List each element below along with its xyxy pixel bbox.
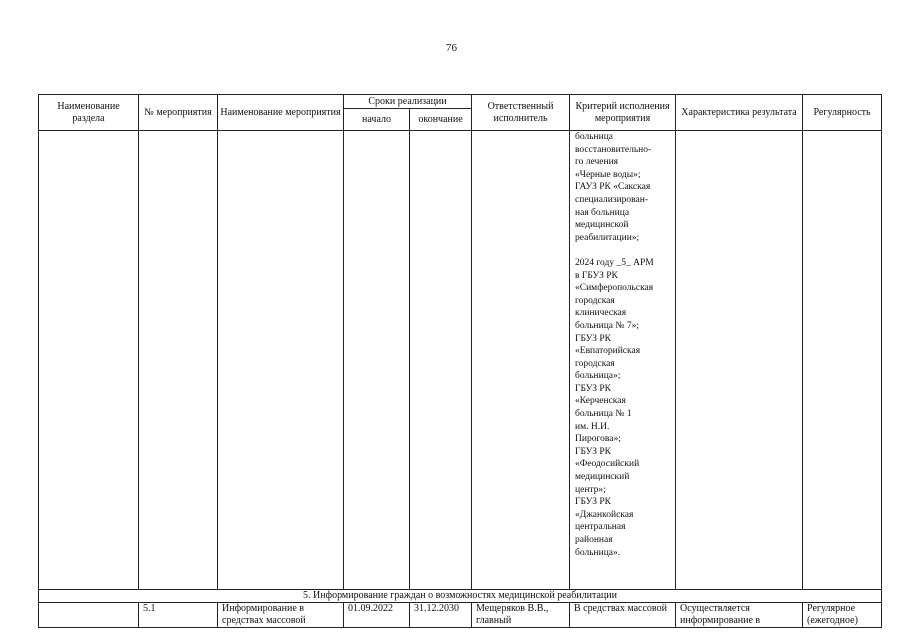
continuation-row [39, 131, 882, 590]
cell-number: 5.1 [139, 603, 218, 628]
cell-end: 31.12.2030 [410, 603, 472, 628]
cell-empty [39, 131, 139, 590]
header-responsible: Ответственный исполнитель [472, 95, 570, 131]
cell-empty [676, 131, 803, 590]
cell-criterion: В средствах массовой [570, 603, 676, 628]
header-result: Характеристика результата [676, 95, 803, 131]
header-regularity: Регулярность [803, 95, 882, 131]
cell-criterion-continued [570, 131, 676, 590]
header-end: окончание [410, 109, 472, 131]
cell-empty [803, 131, 882, 590]
cell-empty [139, 131, 218, 590]
header-event-number: № мероприятия [139, 95, 218, 131]
cell-empty [344, 131, 410, 590]
page-number: 76 [446, 42, 457, 54]
cell-empty [218, 131, 344, 590]
section-row [39, 590, 882, 603]
header-event-name: Наименование мероприятия [218, 95, 344, 131]
header-section-name: Наименование раздела [39, 95, 139, 131]
section-title: 5. Информирование граждан о возможностях медицинской реабилитации [39, 590, 882, 603]
rehabilitation-plan-table [38, 94, 882, 628]
cell-result: Осуществляется информирование в [676, 603, 803, 628]
cell-responsible: Мещеряков В.В., главный [472, 603, 570, 628]
cell-start: 01.09.2022 [344, 603, 410, 628]
cell-name: Информирование в средствах массовой [218, 603, 344, 628]
cell-empty [472, 131, 570, 590]
header-criterion: Критерий исполнения мероприятия [570, 95, 676, 131]
cell-regularity: Регулярное (ежегодное) [803, 603, 882, 628]
criterion-text: больница восстановительно- го лечения «Черные воды»; ГАУЗ РК «Сакская специализирован- ная больница медицинской реабилитации»; 2024 году _5_ АРМ в ГБУЗ РК «Симферопольская городская клиническая больница № 7»; ГБУЗ РК «Евпаторийская городская больница»; ГБУЗ РК «Керченская больница № 1 им. Н.И. Пирогова»; ГБУЗ РК «Феодосийский медицинский центр»; ГБУЗ РК «Джанкойская центральная районная больница». [575, 132, 654, 558]
table-row [39, 603, 882, 628]
header-timeline: Сроки реализации [344, 95, 472, 109]
cell-empty [410, 131, 472, 590]
header-start: начало [344, 109, 410, 131]
cell-section [39, 603, 139, 628]
